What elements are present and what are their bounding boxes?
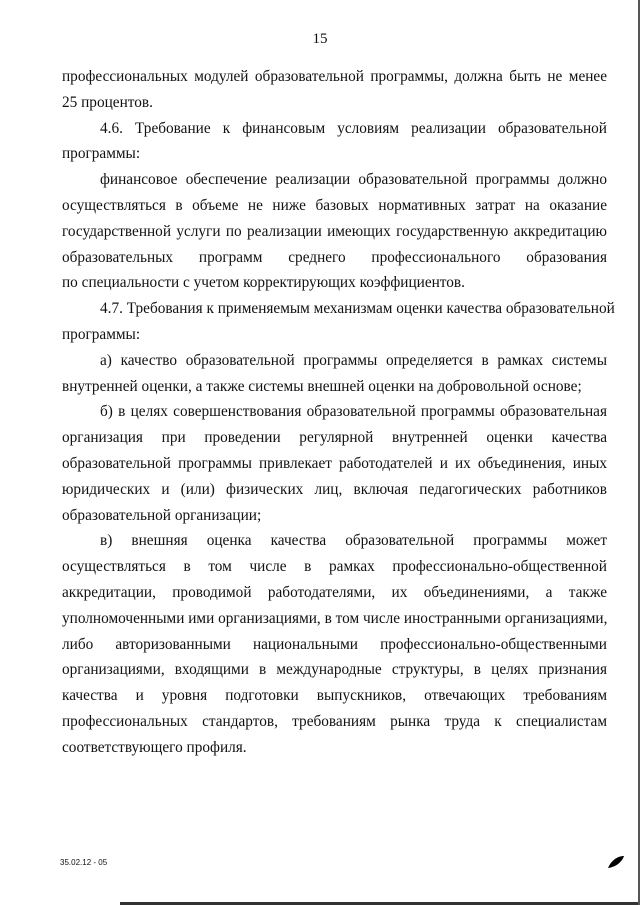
text-line: соответствующего профиля.: [62, 738, 247, 756]
page-number: 15: [312, 31, 328, 47]
text-line: осуществляться в том числе в рамках профессионально-общественной: [62, 558, 607, 576]
text-line: внутренней оценки, а также системы внешней оценки на добровольной основе;: [62, 377, 582, 395]
text-line: 25 процентов.: [62, 93, 153, 111]
text-line: образовательной организации;: [62, 506, 262, 524]
text-line: либо авторизованными национальными профессионально-общественными: [62, 635, 607, 653]
text-line: юридических и (или) физических лиц, включая педагогических работников: [62, 480, 607, 498]
text-line: финансовое обеспечение реализации образовательной программы должно: [100, 171, 607, 189]
text-line: в) внешняя оценка качества образовательной программы может: [100, 532, 607, 550]
ink-mark-icon: [607, 855, 625, 869]
text-line: а) качество образовательной программы определяется в рамках системы: [100, 351, 607, 369]
text-line: профессиональных модулей образовательной программы, должна быть не менее: [62, 68, 607, 85]
text-line: профессиональных стандартов, требованиям рынка труда к специалистам: [62, 712, 607, 730]
text-line: образовательной программы привлекает работодателей и их объединения, иных: [62, 454, 607, 472]
text-line: образовательных программ среднего профессионального образования: [62, 248, 607, 266]
document-code: 35.02.12 - 05: [60, 858, 108, 867]
text-line: аккредитации, проводимой работодателями, их объединениями, а также: [62, 583, 607, 601]
text-line: качества и уровня подготовки выпускников, отвечающих требованиям: [62, 687, 607, 705]
text-line: государственной услуги по реализации имеющих государственную аккредитацию: [62, 222, 607, 240]
text-line: организация при проведении регулярной внутренней оценки качества: [62, 429, 607, 447]
text-line: организациями, входящими в международные структуры, в целях признания: [62, 661, 607, 679]
text-line: по специальности с учетом корректирующих коэффициентов.: [62, 274, 465, 292]
text-line: уполномоченными ими организациями, в том числе иностранными организациями,: [62, 609, 608, 627]
text-line: программы:: [62, 325, 141, 343]
document-body: [62, 64, 615, 761]
text-line: осуществляться в объеме не ниже базовых нормативных затрат на оказание: [62, 196, 607, 214]
text-line: 4.7. Требования к применяемым механизмам оценки качества образовательной: [100, 300, 615, 318]
text-line: программы:: [62, 145, 141, 163]
text-line: 4.6. Требование к финансовым условиям реализации образовательной: [100, 119, 607, 137]
text-line: б) в целях совершенствования образовательной программы образовательная: [100, 403, 607, 421]
